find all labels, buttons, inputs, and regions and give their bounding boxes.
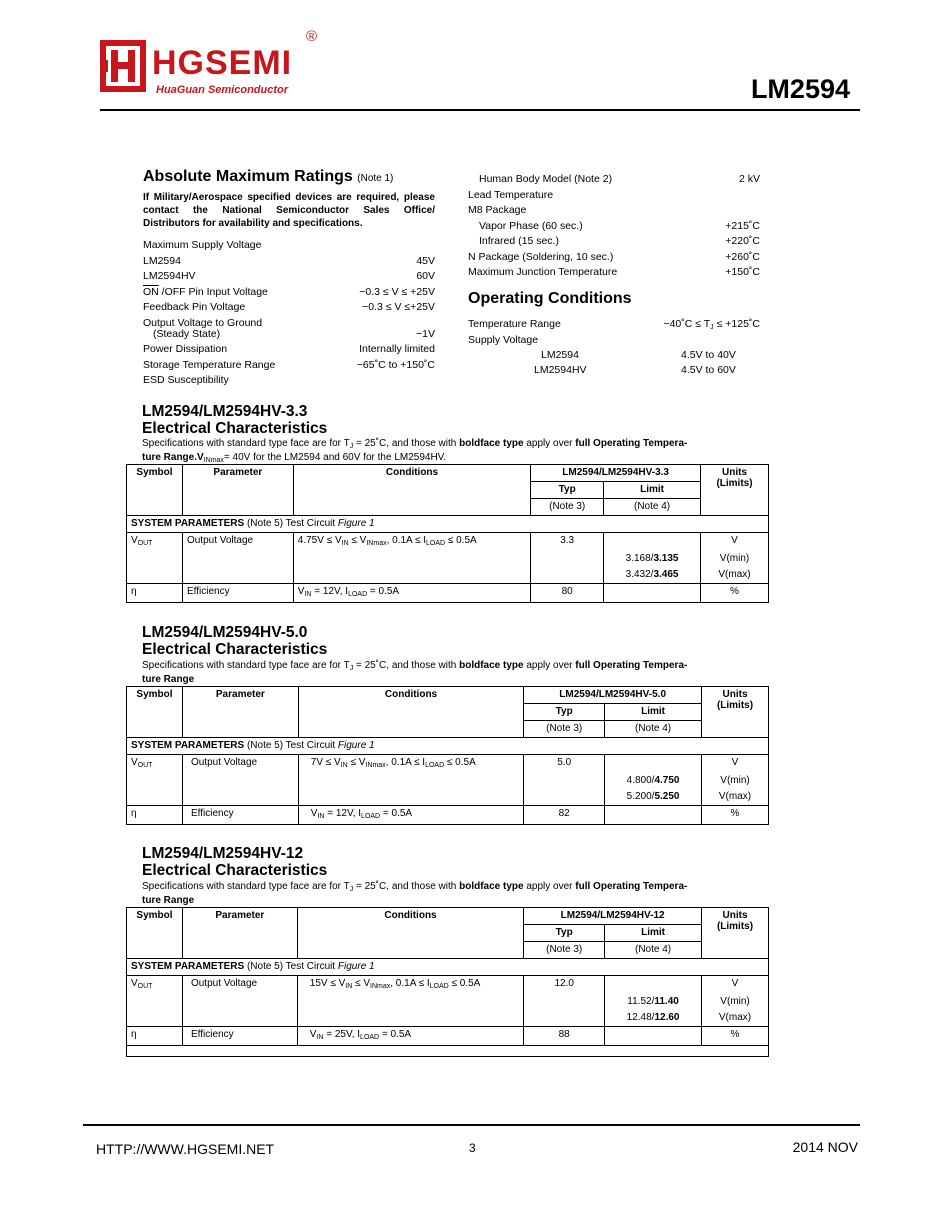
cond-text: ≤ 0.5A — [445, 535, 477, 546]
table-bottom-spacer — [127, 1046, 769, 1057]
col-typ: Typ — [524, 704, 605, 721]
spec-text: = 25˚C, and those with — [353, 660, 460, 671]
amr-row-label: Maximum Supply Voltage — [143, 239, 262, 251]
col-parameter: Parameter — [182, 687, 298, 738]
spec-bold: ture Range — [142, 674, 195, 685]
sym-text: V — [131, 757, 138, 768]
ec12-subtitle: Electrical Characteristics — [142, 862, 328, 879]
spec-bold: full Operating Tempera- — [575, 881, 688, 892]
cond-text: ≤ 0.5A — [444, 757, 476, 768]
amr-row-value: Internally limited — [359, 343, 435, 355]
amr-row-label: ESD Susceptibility — [143, 374, 229, 386]
oc-row-label: LM2594 — [541, 349, 579, 361]
col-note4: (Note 4) — [605, 942, 702, 959]
limit-bold: 11.40 — [654, 996, 679, 1007]
cond-text: ≤ 0.5A — [448, 978, 481, 989]
footer-date: 2014 NOV — [792, 1139, 858, 1155]
system-parameters-row — [127, 516, 769, 533]
empty-cell — [127, 1010, 183, 1027]
on-off-label: /OFF Pin Input Voltage — [158, 286, 268, 298]
limit-empty — [604, 584, 701, 603]
sym-sub: OUT — [137, 983, 153, 990]
empty-cell — [524, 1010, 605, 1027]
amr-row-value: 45V — [416, 255, 435, 267]
param-eff: Efficiency — [182, 584, 293, 603]
cond-eff — [297, 1027, 524, 1046]
cond-sub: IN — [341, 540, 349, 547]
typ-eff: 82 — [524, 806, 605, 825]
logo-text: HGSEMI — [152, 44, 293, 82]
cond-text: = 0.5A — [380, 808, 413, 819]
amr-title-note: (Note 1) — [357, 173, 394, 184]
cond-text: ≤ V — [348, 535, 367, 546]
amr-row-label: (Steady State) — [153, 328, 221, 340]
col-group: LM2594/LM2594HV-12 — [524, 908, 702, 925]
unit-vmax: V(max) — [702, 789, 769, 806]
amr-row-label — [143, 286, 268, 298]
limit-bold: 12.60 — [654, 1012, 680, 1023]
empty-cell — [182, 551, 293, 567]
cond-sub: LOAD — [360, 1034, 380, 1041]
system-parameters-row — [127, 959, 769, 976]
param-vout: Output Voltage — [182, 533, 293, 552]
col-symbol: Symbol — [127, 465, 183, 516]
amr-row-value: +220˚C — [725, 235, 760, 247]
col-limit: Limit — [605, 925, 702, 942]
col-units: Units — [701, 465, 769, 482]
sym-sub: OUT — [137, 540, 153, 547]
spec-bold: boldface type — [459, 660, 524, 671]
param-eff: Efficiency — [182, 1027, 297, 1046]
on-overline-text: $\overline{ON}$ — [143, 286, 159, 298]
ec33-title: LM2594/LM2594HV-3.3 — [142, 403, 308, 420]
limit-empty — [605, 755, 702, 774]
unit-vmin: V(min) — [701, 551, 769, 567]
cond-sub: IN — [317, 813, 325, 820]
cond-sub: LOAD — [425, 762, 445, 769]
cond-vout — [293, 533, 530, 552]
limit-normal: 3.432/ — [625, 569, 654, 580]
cond-text: = 12V, I — [311, 586, 349, 597]
amr-row-label: Human Body Model (Note 2) — [479, 173, 613, 185]
empty-cell — [298, 773, 524, 789]
empty-cell — [293, 551, 530, 567]
limit-normal: 3.168/ — [625, 553, 654, 564]
amr-row-label: Feedback Pin Voltage — [143, 301, 246, 313]
limit-min — [605, 994, 702, 1010]
spec-sub: J — [349, 665, 354, 672]
unit-vmin: V(min) — [702, 773, 769, 789]
amr-row-label: LM2594HV — [143, 270, 196, 282]
spec-bold: ture Range — [142, 895, 195, 906]
oc-row-label: LM2594HV — [534, 364, 587, 376]
cond-text: 4.75V ≤ V — [297, 535, 342, 546]
spec-text: Specifications with standard type face are for T — [142, 438, 350, 449]
amr-row-value: −0.3 ≤ V ≤ +25V — [359, 286, 435, 298]
part-number: LM2594 — [750, 74, 850, 104]
col-symbol: Symbol — [127, 687, 183, 738]
empty-cell — [297, 1010, 524, 1027]
limit-normal: 5.200/ — [626, 791, 655, 802]
sym-text: V — [131, 978, 138, 989]
empty-cell — [182, 1010, 297, 1027]
limit-empty — [605, 806, 702, 825]
unit-v: V — [701, 533, 769, 552]
col-units: Units — [702, 687, 769, 704]
col-parameter: Parameter — [182, 465, 293, 516]
registered-mark: ® — [306, 28, 318, 45]
sys-figure: Figure 1 — [337, 518, 375, 529]
cond-text: , 0.1A ≤ I — [386, 535, 426, 546]
limit-max — [605, 1010, 702, 1027]
amr-row-label: Power Dissipation — [143, 343, 228, 355]
amr-row-value: +260˚C — [725, 251, 760, 263]
param-vout: Output Voltage — [182, 976, 297, 995]
sym-vout — [127, 976, 183, 995]
page-number: 3 — [469, 1141, 476, 1155]
cond-text: , 0.1A ≤ I — [390, 978, 430, 989]
col-conditions: Conditions — [298, 687, 524, 738]
col-units-limits: (Limits) — [701, 476, 769, 493]
col-conditions: Conditions — [293, 465, 530, 516]
col-note3: (Note 3) — [531, 499, 604, 516]
sys-figure: Figure 1 — [337, 740, 375, 751]
col-units-spacer — [702, 942, 769, 959]
col-parameter: Parameter — [182, 908, 297, 959]
limit-max — [605, 789, 702, 806]
spec-text: apply over — [523, 881, 576, 892]
limit-normal: 12.48/ — [626, 1012, 655, 1023]
limit-bold: 5.250 — [654, 791, 680, 802]
col-limit: Limit — [605, 704, 702, 721]
limit-empty — [605, 976, 702, 995]
amr-row-value: −0.3 ≤ V ≤+25V — [362, 301, 435, 313]
cond-sub: LOAD — [361, 813, 381, 820]
amr-row-label: Maximum Junction Temperature — [468, 266, 618, 278]
oc-temp-label: Temperature Range — [468, 318, 561, 330]
amr-row-label: Vapor Phase (60 sec.) — [479, 220, 583, 232]
spec-bold: full Operating Tempera- — [575, 660, 688, 671]
ec50-spec — [142, 660, 752, 685]
cond-sub: LOAD — [426, 540, 446, 547]
col-note4: (Note 4) — [604, 499, 701, 516]
sym-vout — [127, 533, 183, 552]
param-eff: Efficiency — [182, 806, 298, 825]
amr-row-value: −65˚C to +150˚C — [356, 359, 435, 371]
empty-cell — [524, 789, 605, 806]
spec-text: apply over — [523, 660, 576, 671]
amr-row-label: Storage Temperature Range — [143, 359, 276, 371]
oc-temp-value — [620, 318, 760, 331]
cond-sub: IN — [340, 762, 348, 769]
typ-vout: 12.0 — [524, 976, 605, 995]
limit-empty — [605, 1027, 702, 1046]
sym-vout — [127, 755, 183, 774]
spec-sub: J — [349, 886, 354, 893]
sys-figure: Figure 1 — [337, 961, 375, 972]
col-units-limits: (Limits) — [702, 698, 769, 715]
cond-text: V — [309, 1029, 317, 1040]
limit-max — [604, 567, 701, 584]
oc-temp-value-b: ≤ +125˚C — [713, 318, 760, 330]
spec-text: apply over — [523, 438, 576, 449]
amr-heading — [143, 168, 393, 186]
cond-text: ≤ V — [352, 978, 370, 989]
amr-row-value: +150˚C — [725, 266, 760, 278]
sys-text: (Note 5) Test Circuit — [244, 961, 338, 972]
unit-vmax: V(max) — [701, 567, 769, 584]
col-typ: Typ — [531, 482, 604, 499]
unit-v: V — [702, 976, 769, 995]
oc-temp-sub: J — [710, 324, 714, 331]
cond-text: ≤ V — [347, 757, 366, 768]
sys-text: (Note 5) Test Circuit — [244, 740, 338, 751]
typ-eff: 80 — [531, 584, 604, 603]
param-vout: Output Voltage — [182, 755, 298, 774]
unit-pct: % — [702, 1027, 769, 1046]
ec33-table — [126, 464, 769, 603]
ec50-title: LM2594/LM2594HV-5.0 — [142, 624, 308, 641]
empty-cell — [531, 551, 604, 567]
ec12-table — [126, 907, 769, 1057]
oc-temp-value-a: −40˚C ≤ T — [663, 318, 711, 330]
amr-row-label: LM2594 — [143, 255, 181, 267]
oc-row-value: 4.5V to 60V — [681, 364, 736, 376]
cond-sub: INmax — [365, 762, 386, 769]
cond-sub: LOAD — [429, 983, 449, 990]
sym-sub: OUT — [137, 762, 153, 769]
spec-bold: boldface type — [459, 438, 524, 449]
footer-url[interactable]: HTTP://WWW.HGSEMI.NET — [96, 1141, 275, 1157]
col-note4: (Note 4) — [605, 721, 702, 738]
oc-title: Operating Conditions — [468, 290, 632, 307]
col-units-limits: (Limits) — [702, 919, 769, 936]
typ-eff: 88 — [524, 1027, 605, 1046]
unit-vmin: V(min) — [702, 994, 769, 1010]
limit-bold: 3.135 — [653, 553, 679, 564]
unit-pct: % — [701, 584, 769, 603]
typ-vout: 3.3 — [531, 533, 604, 552]
empty-cell — [127, 567, 183, 584]
col-units: Units — [702, 908, 769, 925]
oc-row-value: 4.5V to 40V — [681, 349, 736, 361]
empty-cell — [127, 994, 183, 1010]
sys-bold: SYSTEM PARAMETERS — [131, 740, 245, 751]
col-group: LM2594/LM2594HV-5.0 — [524, 687, 702, 704]
empty-cell — [298, 789, 524, 806]
empty-cell — [293, 567, 530, 584]
typ-vout: 5.0 — [524, 755, 605, 774]
amr-row-value: 2 kV — [738, 173, 760, 185]
oc-supply-label: Supply Voltage — [468, 334, 539, 346]
spec-text: = 40V for the LM2594 and 60V for the LM2594HV. — [223, 452, 447, 463]
amr-row-label: Infrared (15 sec.) — [479, 235, 559, 247]
sym-eta: η — [127, 1027, 183, 1046]
spec-bold: boldface type — [459, 881, 524, 892]
limit-min — [604, 551, 701, 567]
cond-sub: INmax — [366, 540, 387, 547]
company-logo-icon — [100, 40, 146, 92]
cond-sub: IN — [304, 591, 312, 598]
header-divider — [100, 109, 860, 111]
amr-row-label: Lead Temperature — [468, 189, 554, 201]
empty-cell — [297, 994, 524, 1010]
cond-text: 15V ≤ V — [309, 978, 346, 989]
amr-row-label: Output Voltage to Ground — [143, 317, 263, 329]
cond-sub: LOAD — [348, 591, 368, 598]
spec-bold: ture Range — [142, 452, 195, 463]
amr-title: Absolute Maximum Ratings — [143, 168, 353, 185]
limit-empty — [604, 533, 701, 552]
cond-vout — [297, 976, 524, 995]
empty-cell — [127, 551, 183, 567]
amr-row-label: N Package (Soldering, 10 sec.) — [468, 251, 614, 263]
empty-cell — [524, 994, 605, 1010]
amr-row-value: −1V — [416, 328, 435, 340]
ec50-table — [126, 686, 769, 825]
spec-text: = 25˚C, and those with — [353, 881, 460, 892]
cond-text: 7V ≤ V — [310, 757, 341, 768]
cond-text: = 0.5A — [367, 586, 400, 597]
amr-row-label: M8 Package — [468, 204, 527, 216]
cond-text: = 0.5A — [379, 1029, 412, 1040]
limit-normal: 4.800/ — [626, 775, 655, 786]
sys-bold: SYSTEM PARAMETERS — [131, 961, 245, 972]
spec-text: Specifications with standard type face are for T — [142, 881, 350, 892]
empty-cell — [182, 994, 297, 1010]
cond-eff — [293, 584, 530, 603]
empty-cell — [524, 773, 605, 789]
col-symbol: Symbol — [127, 908, 183, 959]
empty-cell — [127, 773, 183, 789]
limit-bold: 4.750 — [654, 775, 680, 786]
empty-cell — [531, 567, 604, 584]
cond-text: V — [297, 586, 305, 597]
spec-sub: INmax — [203, 457, 224, 464]
limit-bold: 3.465 — [653, 569, 679, 580]
col-limit: Limit — [604, 482, 701, 499]
col-units-spacer — [702, 721, 769, 738]
ec33-spec — [142, 438, 752, 466]
ec33-subtitle: Electrical Characteristics — [142, 420, 328, 437]
logo-subtitle: HuaGuan Semiconductor — [156, 84, 289, 96]
empty-cell — [127, 789, 183, 806]
amr-row-value: 60V — [416, 270, 435, 282]
empty-cell — [182, 789, 298, 806]
unit-vmax: V(max) — [702, 1010, 769, 1027]
cond-text: = 25V, I — [323, 1029, 361, 1040]
sym-eta: η — [127, 806, 183, 825]
empty-cell — [182, 773, 298, 789]
col-group: LM2594/LM2594HV-3.3 — [531, 465, 701, 482]
spec-text: = 25˚C, and those with — [353, 438, 460, 449]
amr-row-value: +215˚C — [725, 220, 760, 232]
military-notice: If Military/Aerospace specified devices are required, please contact the National Semiconductor Sales Office/ Distributors for availability and specifications. — [143, 192, 435, 229]
ec12-spec — [142, 881, 752, 906]
col-typ: Typ — [524, 925, 605, 942]
cond-sub: IN — [345, 983, 353, 990]
spec-text: Specifications with standard type face are for T — [142, 660, 350, 671]
cond-text: = 12V, I — [324, 808, 362, 819]
cond-vout — [298, 755, 524, 774]
unit-v: V — [702, 755, 769, 774]
ec12-title: LM2594/LM2594HV-12 — [142, 845, 304, 862]
ec50-subtitle: Electrical Characteristics — [142, 641, 328, 658]
cond-text: V — [310, 808, 318, 819]
sys-text: (Note 5) Test Circuit — [244, 518, 338, 529]
cond-text: , 0.1A ≤ I — [385, 757, 426, 768]
cond-eff — [298, 806, 524, 825]
spec-sub: J — [349, 443, 354, 450]
sym-text: V — [131, 535, 138, 546]
limit-normal: 11.52/ — [627, 996, 655, 1007]
footer-divider — [83, 1124, 860, 1126]
cond-sub: IN — [316, 1034, 324, 1041]
limit-min — [605, 773, 702, 789]
col-note3: (Note 3) — [524, 942, 605, 959]
sym-eta: η — [127, 584, 183, 603]
col-units-spacer — [701, 499, 769, 516]
col-note3: (Note 3) — [524, 721, 605, 738]
unit-pct: % — [702, 806, 769, 825]
empty-cell — [182, 567, 293, 584]
cond-sub: INmax — [370, 983, 391, 990]
spec-bold: .V — [194, 452, 204, 463]
spec-bold: full Operating Tempera- — [575, 438, 688, 449]
system-parameters-row — [127, 738, 769, 755]
col-conditions: Conditions — [297, 908, 524, 959]
sys-bold: SYSTEM PARAMETERS — [131, 518, 245, 529]
